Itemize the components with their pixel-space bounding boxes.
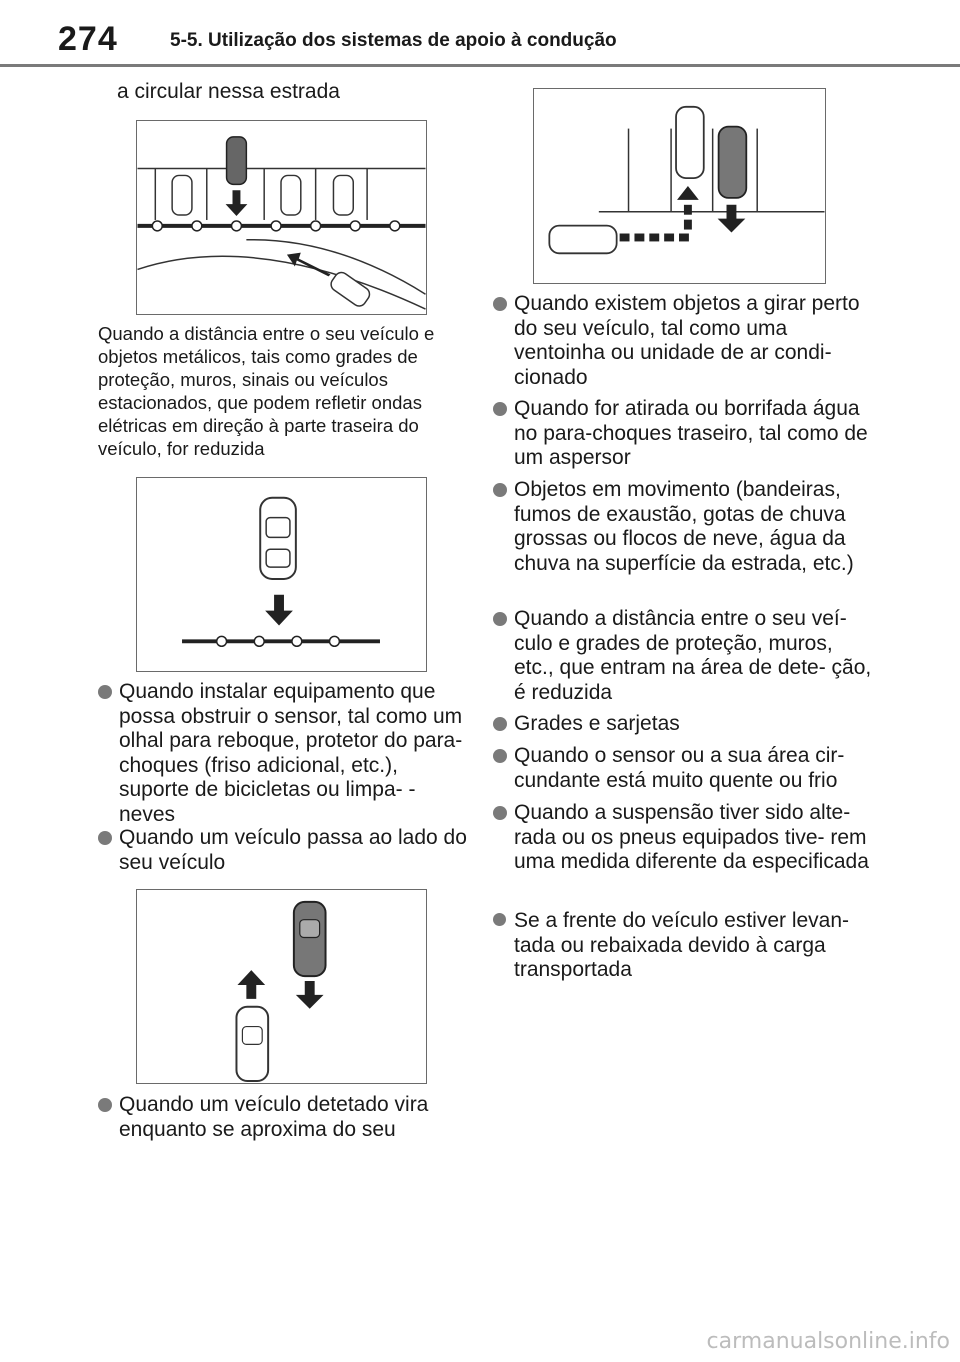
header-divider [0, 64, 960, 67]
list-item [98, 826, 470, 875]
bullet-text: Quando instalar equipamento que possa obstruir o sensor, tal como um olhal para reboque, protetor do para-choques (friso adicional, etc.), suporte de bicicletas ou limpa- -neves [119, 680, 463, 826]
bullet-text: Grades e sarjetas [514, 712, 680, 735]
list-item [493, 712, 873, 737]
bullet-icon [493, 402, 507, 416]
illustration-guardrail-reverse [137, 478, 426, 671]
bullet-text: Se a frente do veículo estiver levan- tada ou rebaixada devido à carga transportada [514, 909, 850, 981]
list-item [493, 909, 873, 983]
bullet-text: Quando o sensor ou a sua área cir- cundante está muito quente ou frio [514, 744, 845, 792]
bullet-text: Quando for atirada ou borrifada água no para-choques traseiro, tal como de um aspersor [514, 397, 868, 469]
bullet-text: Objetos em movimento (bandeiras, fumos de exaustão, gotas de chuva grossas ou flocos de neve, água da chuva na superfície da estrada, etc.) [514, 478, 854, 575]
list-item [493, 397, 873, 471]
list-item [493, 801, 873, 875]
figure-guardrail-reverse [136, 477, 427, 672]
bullet-icon [493, 913, 506, 926]
section-title: 5-5. Utilização dos sistemas de apoio à condução [170, 30, 617, 51]
bullet-icon [493, 806, 507, 820]
list-item [98, 680, 470, 827]
watermark: carmanualsonline.info [706, 1329, 950, 1354]
bullet-text: Quando um veículo detetado vira enquanto se aproxima do seu [119, 1093, 429, 1141]
figure-cross-traffic [533, 88, 826, 284]
page-number: 274 [58, 20, 118, 58]
bullet-icon [98, 685, 112, 699]
page-header [0, 0, 960, 66]
bullet-icon [493, 483, 507, 497]
bullet-icon [493, 612, 507, 626]
bullet-icon [493, 717, 507, 731]
bullet-text: Quando existem objetos a girar perto do seu veículo, tal como uma ventoinha ou unidade de ar condi- cionado [514, 292, 860, 389]
list-item [493, 292, 873, 390]
bullet-text: Quando um veículo passa ao lado do seu veículo [119, 826, 467, 874]
bullet-icon [493, 297, 507, 311]
list-item [493, 744, 873, 793]
list-item [98, 1093, 470, 1142]
list-item [493, 607, 873, 705]
bullet-icon [98, 1098, 112, 1112]
illustration-vehicle-passing [137, 890, 426, 1083]
paragraph-metal-objects: Quando a distância entre o seu veículo e objetos metálicos, tais como grades de proteção, muros, sinais ou veículos estacionados, que podem refletir ondas elétricas em direção à parte traseira do veículo, for reduzida [98, 323, 435, 459]
illustration-guardrail-parking [137, 121, 426, 314]
illustration-cross-traffic [534, 89, 825, 283]
bullet-icon [493, 749, 507, 763]
bullet-text: Quando a suspensão tiver sido alte- rada ou os pneus equipados tive- rem uma medida diferente da especificada [514, 801, 869, 873]
bullet-icon [98, 831, 112, 845]
bullet-text: Quando a distância entre o seu veí- culo e grades de proteção, muros, etc., que entram na área de dete- ção, é reduzida [514, 607, 872, 704]
list-item [493, 478, 873, 576]
intro-fragment: a circular nessa estrada [117, 80, 340, 103]
figure-guardrail-parking [136, 120, 427, 315]
figure-vehicle-passing [136, 889, 427, 1084]
